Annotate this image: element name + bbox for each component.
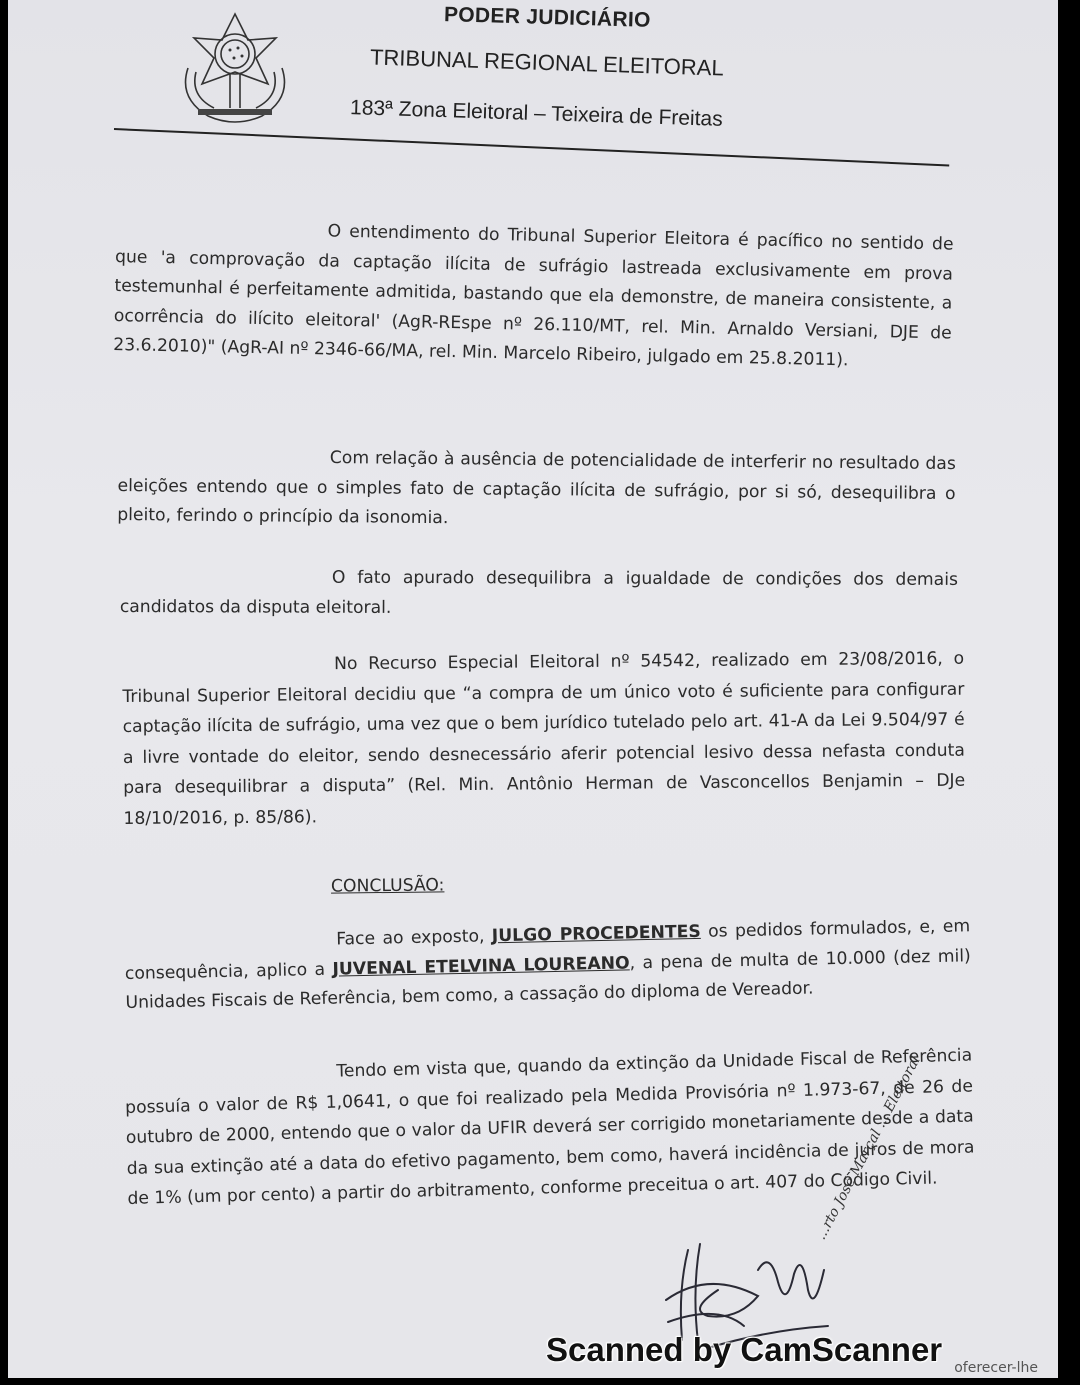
- paragraph-verdict: [124, 912, 972, 1018]
- stamp-text: ...rto José Marçal ... Eleitoral: [813, 1053, 924, 1243]
- verdict-text-e: , a pena de multa de 10.000 (dez mil) Unidades Fiscais de Referência, bem como, a cassação do diploma de Vereador.: [125, 945, 971, 1013]
- paragraph-special-appeal: No Recurso Especial Eleitoral nº 54542, realizado em 23/08/2016, o Tribunal Superior Eleitoral decidiu que “a compra de um único voto é suficiente para configurar captação ilícita de sufrágio, uma vez que o bem jurídico tutelado pelo art. 41-A da Lei 9.504/97 é a livre vontade do eleitor, sendo desnecessário aferir potencial lesivo dessa nefasta conduta para desequilibrar a disputa” (Rel. Min. Antônio Herman de Vasconcellos Benjamin – DJe 18/10/2016, p. 85/86).: [122, 648, 966, 829]
- coat-of-arms-seal: [168, 8, 302, 132]
- paragraph-jurisprudence: O entendimento do Tribunal Superior Eleitora é pacífico no sentido de que 'a comprovação da captação ilícita de sufrágio lastreada exclusivamente em prova testemunhal é perfeitamente admitida, bastando que ela demonstre, de maneira consistente, a ocorrência do ilícito eleitoral' (AgR-REspe nº 26.110/MT, rel. Min. Arnaldo Versiani, DJE de 23.6.2010)" (AgR-AI nº 2346-66/MA, rel. Min. Marcelo Ribeiro, julgado em 25.8.2011).: [113, 221, 954, 371]
- conclusion-heading: CONCLUSÃO:: [330, 875, 445, 897]
- footer-fragment: oferecer-lhe: [954, 1360, 1038, 1376]
- header-divider: [114, 128, 949, 166]
- document-page: [8, 0, 1058, 1378]
- paragraph-inequality: O fato apurado desequilibra a igualdade de condições dos demais candidatos da disputa eleitoral.: [119, 567, 958, 618]
- defendant-name: JUVENAL ETELVINA LOUREANO: [332, 952, 630, 980]
- paragraph-potentiality: Com relação à ausência de potencialidade de interferir no resultado das eleições entendo que o simples fato de captação ilícita de sufrágio, por si só, desequilibra o pleito, ferindo o princípio da isonomia.: [117, 448, 956, 529]
- verdict-decision: JULGO PROCEDENTES: [491, 921, 701, 947]
- paragraph-ufir-correction: Tendo em vista que, quando da extinção da Unidade Fiscal de Referência possuía o valor de R$ 1,0641, o que foi realizado pela Medida Provisória nº 1.973-67, de 26 de outubro de 2000, entendo que o valor da UFIR deverá ser corrigido monetariamente desde a data da sua extinção até a data do efetivo pagamento, bem como, haverá incidência de juros de mora de 1% (um por cento) a partir do arbitramento, conforme preceitua o art. 407 do Código Civil.: [124, 1045, 975, 1209]
- header-institution: PODER JUDICIÁRIO: [443, 3, 651, 32]
- verdict-text-c: os pedidos formulados, e, em consequência, aplico a: [124, 916, 971, 984]
- header-court: TRIBUNAL REGIONAL ELEITORAL: [369, 44, 725, 81]
- verdict-text-a: Face ao exposto,: [336, 926, 493, 950]
- scanner-watermark: Scanned by CamScanner: [546, 1331, 943, 1368]
- header-zone: 183ª Zona Eleitoral – Teixeira de Freitas: [349, 96, 724, 131]
